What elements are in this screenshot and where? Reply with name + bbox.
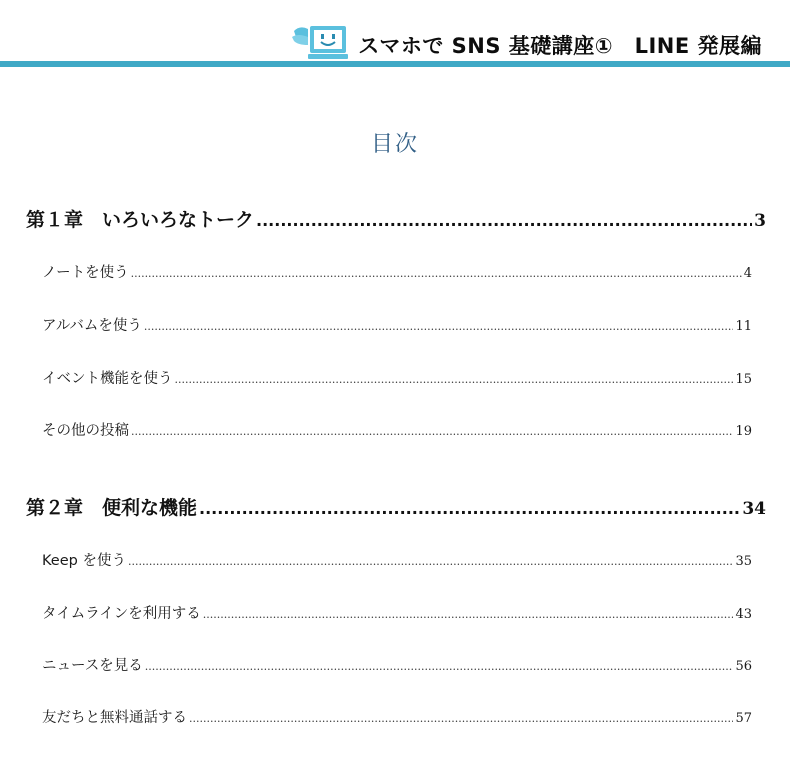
toc-leader xyxy=(131,267,742,280)
toc-chapter-label: 第１章 いろいろなトーク xyxy=(26,209,255,231)
toc-section-notes[interactable] xyxy=(42,261,752,285)
toc-section-label: ニュースを見る xyxy=(42,658,143,674)
toc-chapter-2[interactable] xyxy=(26,493,766,523)
toc-page-number: 11 xyxy=(735,319,752,334)
toc-chapter-label: 第２章 便利な機能 xyxy=(26,497,198,519)
toc-section-label: 友だちと無料通話する xyxy=(42,710,187,726)
toc-section-label: その他の投稿 xyxy=(42,423,129,439)
toc-chapter-1[interactable] xyxy=(26,205,766,235)
toc-page-number: 56 xyxy=(735,659,752,674)
header-accent-bar xyxy=(0,61,790,67)
toc-page-number: 4 xyxy=(743,266,752,281)
toc-leader xyxy=(144,320,734,333)
toc-leader xyxy=(145,660,734,673)
toc-page-number: 15 xyxy=(735,372,752,387)
toc-section-timeline[interactable] xyxy=(42,602,752,626)
toc-page-number: 57 xyxy=(735,711,752,726)
toc-section-label: アルバムを使う xyxy=(42,318,142,334)
page-header xyxy=(0,0,790,70)
toc-section-album[interactable] xyxy=(42,314,752,338)
toc-section-keep[interactable] xyxy=(42,549,752,573)
toc-section-event[interactable] xyxy=(42,367,752,391)
header-title: スマホで SNS 基礎講座① LINE 発展編 xyxy=(358,34,762,58)
toc-leader xyxy=(256,211,752,230)
toc-section-other-posts[interactable] xyxy=(42,419,752,443)
toc-leader xyxy=(203,608,734,621)
toc-leader xyxy=(175,373,734,386)
toc-leader xyxy=(131,425,733,438)
toc-section-news[interactable] xyxy=(42,654,752,678)
toc-section-label: イベント機能を使う xyxy=(42,371,173,387)
toc-page-number: 3 xyxy=(754,211,766,231)
toc-page-number: 34 xyxy=(742,499,766,519)
toc-page-number: 35 xyxy=(735,554,752,569)
toc-leader xyxy=(189,712,733,725)
computer-smile-icon xyxy=(292,23,350,61)
toc-page-number: 43 xyxy=(735,607,752,622)
toc-leader xyxy=(128,555,734,568)
toc-section-free-call[interactable] xyxy=(42,706,752,730)
header-title-group xyxy=(292,22,762,62)
toc-section-label: タイムラインを利用する xyxy=(42,606,201,622)
toc-leader xyxy=(199,499,740,518)
toc-section-label: ノートを使う xyxy=(42,265,129,281)
toc-heading: 目次 xyxy=(370,132,419,157)
toc-section-label: Keep を使う xyxy=(42,553,126,569)
toc-page-number: 19 xyxy=(735,424,752,439)
